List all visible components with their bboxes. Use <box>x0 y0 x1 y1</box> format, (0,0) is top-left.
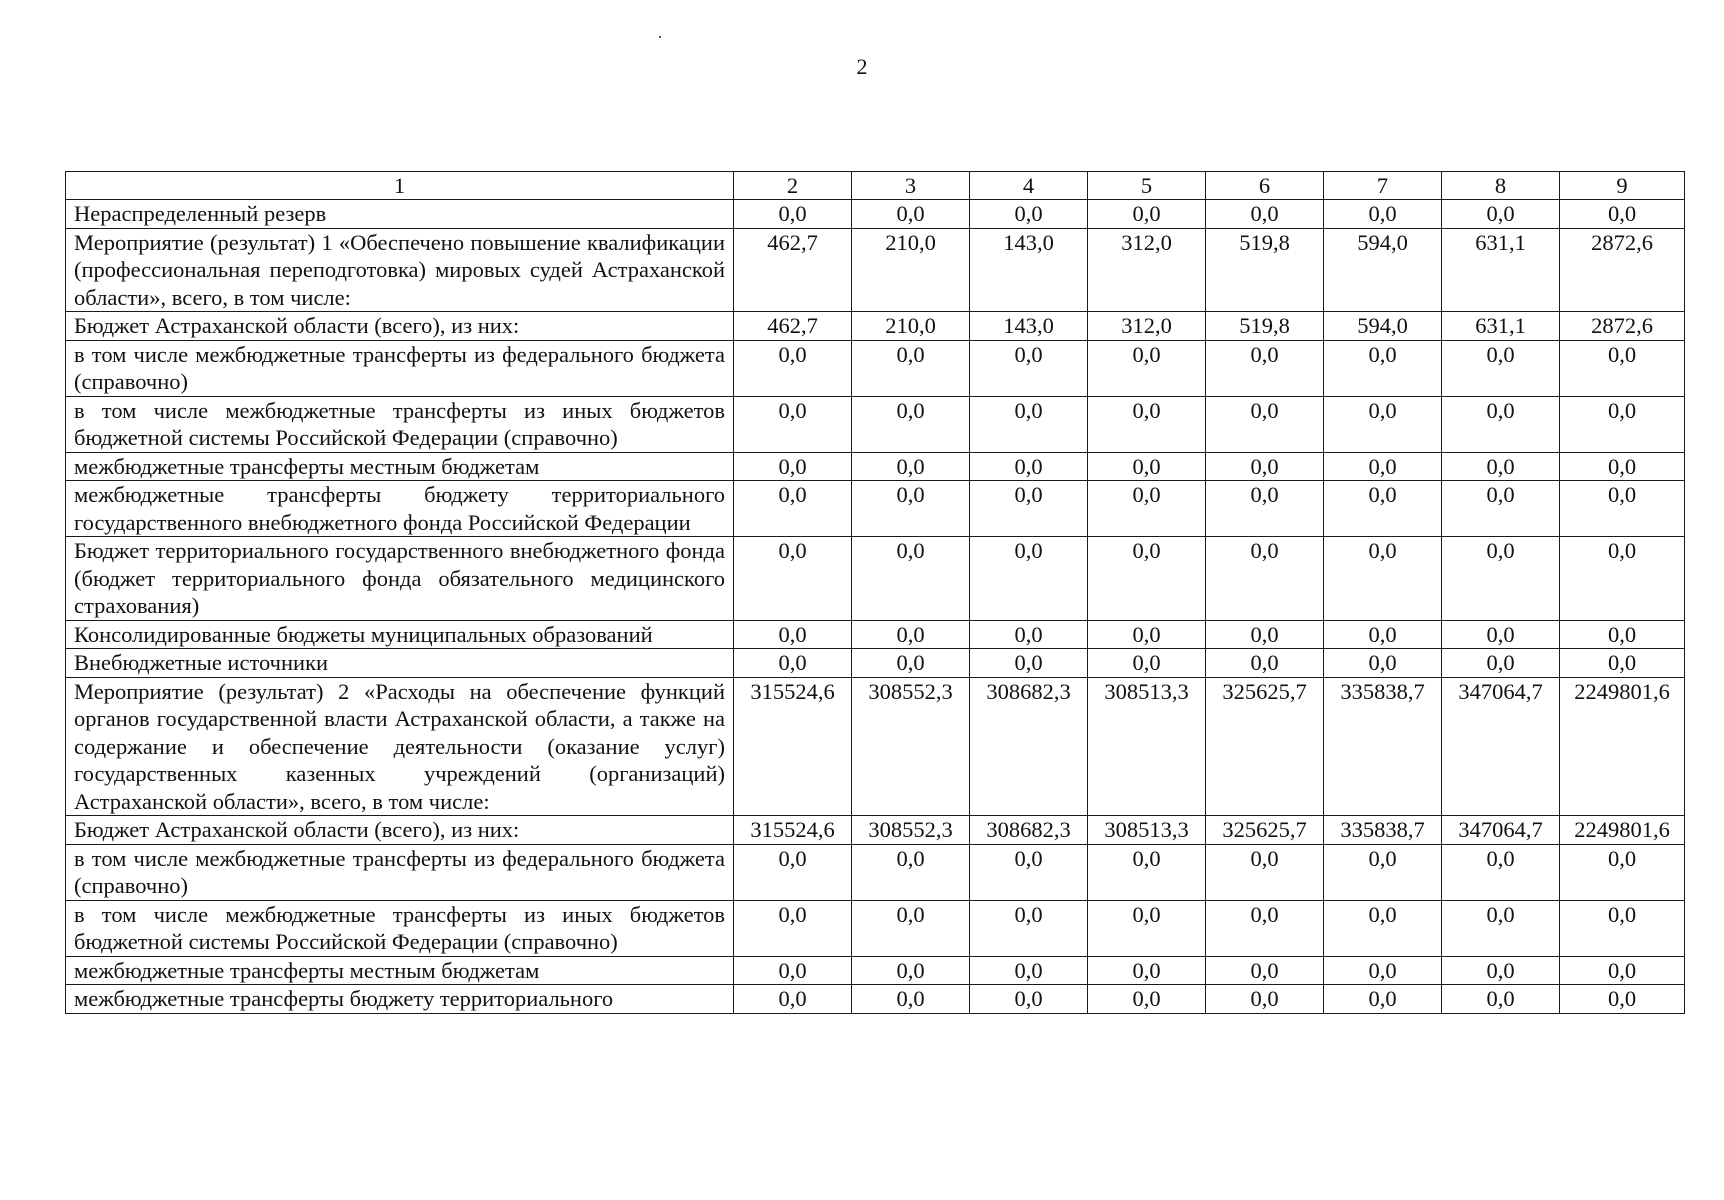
value-cell: 308682,3 <box>970 677 1088 816</box>
column-header: 8 <box>1442 172 1560 200</box>
value-cell: 0,0 <box>1560 900 1685 956</box>
value-cell: 0,0 <box>1560 481 1685 537</box>
table-row <box>66 649 1685 678</box>
value-cell: 0,0 <box>852 956 970 985</box>
row-label: Нераспределенный резерв <box>66 200 734 229</box>
value-cell: 0,0 <box>1442 985 1560 1014</box>
value-cell: 0,0 <box>1442 481 1560 537</box>
value-cell: 308513,3 <box>1088 677 1206 816</box>
value-cell: 0,0 <box>970 620 1088 649</box>
value-cell: 462,7 <box>734 228 852 312</box>
value-cell: 0,0 <box>734 537 852 621</box>
value-cell: 0,0 <box>1088 340 1206 396</box>
value-cell: 0,0 <box>852 340 970 396</box>
row-label: межбюджетные трансферты местным бюджетам <box>66 452 734 481</box>
value-cell: 2249801,6 <box>1560 677 1685 816</box>
value-cell: 0,0 <box>1088 649 1206 678</box>
value-cell: 0,0 <box>1560 537 1685 621</box>
row-label: в том числе межбюджетные трансферты из иных бюджетов бюджетной системы Российской Федерации (справочно) <box>66 396 734 452</box>
value-cell: 0,0 <box>1088 844 1206 900</box>
value-cell: 210,0 <box>852 228 970 312</box>
value-cell: 0,0 <box>1442 956 1560 985</box>
row-label: в том числе межбюджетные трансферты из иных бюджетов бюджетной системы Российской Федерации (справочно) <box>66 900 734 956</box>
value-cell: 0,0 <box>1560 340 1685 396</box>
value-cell: 0,0 <box>970 956 1088 985</box>
value-cell: 0,0 <box>852 900 970 956</box>
value-cell: 0,0 <box>852 537 970 621</box>
table-row <box>66 481 1685 537</box>
value-cell: 0,0 <box>1206 200 1324 229</box>
value-cell: 0,0 <box>970 649 1088 678</box>
row-label: межбюджетные трансферты бюджету территориального государственного внебюджетного фонда Российской Федерации <box>66 481 734 537</box>
value-cell: 0,0 <box>970 900 1088 956</box>
value-cell: 0,0 <box>1442 844 1560 900</box>
value-cell: 0,0 <box>1324 620 1442 649</box>
value-cell: 0,0 <box>1206 649 1324 678</box>
value-cell: 0,0 <box>1560 844 1685 900</box>
value-cell: 0,0 <box>970 985 1088 1014</box>
value-cell: 325625,7 <box>1206 816 1324 845</box>
scan-speck <box>659 36 661 38</box>
value-cell: 0,0 <box>1560 956 1685 985</box>
value-cell: 0,0 <box>852 481 970 537</box>
value-cell: 0,0 <box>1088 985 1206 1014</box>
value-cell: 462,7 <box>734 312 852 341</box>
value-cell: 335838,7 <box>1324 677 1442 816</box>
table-row <box>66 537 1685 621</box>
row-label: Консолидированные бюджеты муниципальных образований <box>66 620 734 649</box>
value-cell: 315524,6 <box>734 677 852 816</box>
value-cell: 0,0 <box>734 452 852 481</box>
value-cell: 0,0 <box>852 200 970 229</box>
value-cell: 0,0 <box>1088 396 1206 452</box>
value-cell: 0,0 <box>1088 900 1206 956</box>
value-cell: 0,0 <box>852 844 970 900</box>
value-cell: 0,0 <box>970 452 1088 481</box>
value-cell: 2872,6 <box>1560 312 1685 341</box>
value-cell: 0,0 <box>734 200 852 229</box>
value-cell: 0,0 <box>1206 844 1324 900</box>
value-cell: 0,0 <box>1088 537 1206 621</box>
value-cell: 0,0 <box>1324 649 1442 678</box>
column-header: 2 <box>734 172 852 200</box>
row-label: Бюджет Астраханской области (всего), из них: <box>66 816 734 845</box>
page-number: 2 <box>856 54 868 79</box>
row-label: Мероприятие (результат) 1 «Обеспечено повышение квалификации (профессиональная переподготовка) мировых судей Астраханской области», всего, в том числе: <box>66 228 734 312</box>
value-cell: 0,0 <box>1324 956 1442 985</box>
value-cell: 0,0 <box>734 481 852 537</box>
value-cell: 0,0 <box>734 396 852 452</box>
table-row <box>66 677 1685 816</box>
value-cell: 0,0 <box>852 985 970 1014</box>
value-cell: 0,0 <box>734 900 852 956</box>
row-label: Внебюджетные источники <box>66 649 734 678</box>
value-cell: 0,0 <box>734 956 852 985</box>
value-cell: 347064,7 <box>1442 677 1560 816</box>
value-cell: 594,0 <box>1324 312 1442 341</box>
value-cell: 0,0 <box>1088 200 1206 229</box>
value-cell: 0,0 <box>970 396 1088 452</box>
value-cell: 0,0 <box>1324 844 1442 900</box>
value-cell: 0,0 <box>1560 620 1685 649</box>
budget-table <box>65 171 1685 1014</box>
value-cell: 308513,3 <box>1088 816 1206 845</box>
table-row <box>66 228 1685 312</box>
row-label: в том числе межбюджетные трансферты из федерального бюджета (справочно) <box>66 340 734 396</box>
value-cell: 0,0 <box>1088 481 1206 537</box>
row-label: Бюджет территориального государственного внебюджетного фонда (бюджет территориального фонда обязательного медицинского страхования) <box>66 537 734 621</box>
value-cell: 0,0 <box>1206 900 1324 956</box>
table-body <box>66 200 1685 1014</box>
value-cell: 0,0 <box>970 537 1088 621</box>
table-row <box>66 816 1685 845</box>
column-header: 5 <box>1088 172 1206 200</box>
value-cell: 308552,3 <box>852 677 970 816</box>
value-cell: 308552,3 <box>852 816 970 845</box>
row-label: Бюджет Астраханской области (всего), из них: <box>66 312 734 341</box>
value-cell: 0,0 <box>1442 396 1560 452</box>
row-label: Мероприятие (результат) 2 «Расходы на обеспечение функций органов государственной власти Астраханской области, а также на содержание и обеспечение деятельности (оказание услуг) государственных казенных учреждений (организаций) Астраханской области», всего, в том числе: <box>66 677 734 816</box>
column-header: 3 <box>852 172 970 200</box>
table-row <box>66 844 1685 900</box>
value-cell: 0,0 <box>970 340 1088 396</box>
value-cell: 325625,7 <box>1206 677 1324 816</box>
table-row <box>66 985 1685 1014</box>
value-cell: 0,0 <box>970 844 1088 900</box>
value-cell: 347064,7 <box>1442 816 1560 845</box>
value-cell: 0,0 <box>1324 900 1442 956</box>
value-cell: 0,0 <box>1206 396 1324 452</box>
value-cell: 143,0 <box>970 228 1088 312</box>
value-cell: 0,0 <box>734 985 852 1014</box>
value-cell: 0,0 <box>1324 200 1442 229</box>
value-cell: 631,1 <box>1442 312 1560 341</box>
value-cell: 0,0 <box>1088 452 1206 481</box>
table-row <box>66 956 1685 985</box>
table-row <box>66 200 1685 229</box>
table-row <box>66 900 1685 956</box>
header-row <box>66 172 1685 200</box>
value-cell: 308682,3 <box>970 816 1088 845</box>
value-cell: 0,0 <box>1324 452 1442 481</box>
value-cell: 0,0 <box>1324 481 1442 537</box>
value-cell: 0,0 <box>1560 452 1685 481</box>
value-cell: 312,0 <box>1088 228 1206 312</box>
value-cell: 0,0 <box>1206 620 1324 649</box>
value-cell: 0,0 <box>1442 649 1560 678</box>
value-cell: 2249801,6 <box>1560 816 1685 845</box>
column-header: 9 <box>1560 172 1685 200</box>
table-row <box>66 340 1685 396</box>
value-cell: 335838,7 <box>1324 816 1442 845</box>
value-cell: 519,8 <box>1206 312 1324 341</box>
value-cell: 0,0 <box>1560 396 1685 452</box>
value-cell: 0,0 <box>1324 537 1442 621</box>
value-cell: 0,0 <box>852 452 970 481</box>
value-cell: 0,0 <box>1442 620 1560 649</box>
value-cell: 631,1 <box>1442 228 1560 312</box>
value-cell: 0,0 <box>1442 200 1560 229</box>
value-cell: 0,0 <box>970 200 1088 229</box>
value-cell: 315524,6 <box>734 816 852 845</box>
value-cell: 0,0 <box>1206 537 1324 621</box>
value-cell: 0,0 <box>734 844 852 900</box>
table-row <box>66 396 1685 452</box>
value-cell: 0,0 <box>1324 340 1442 396</box>
value-cell: 0,0 <box>852 649 970 678</box>
value-cell: 0,0 <box>970 481 1088 537</box>
value-cell: 0,0 <box>1324 396 1442 452</box>
column-header: 4 <box>970 172 1088 200</box>
column-header: 6 <box>1206 172 1324 200</box>
value-cell: 0,0 <box>1324 985 1442 1014</box>
table-row <box>66 452 1685 481</box>
value-cell: 312,0 <box>1088 312 1206 341</box>
value-cell: 0,0 <box>1560 985 1685 1014</box>
value-cell: 0,0 <box>1442 340 1560 396</box>
value-cell: 0,0 <box>734 620 852 649</box>
value-cell: 0,0 <box>1206 481 1324 537</box>
value-cell: 0,0 <box>1560 200 1685 229</box>
value-cell: 0,0 <box>1442 900 1560 956</box>
value-cell: 0,0 <box>1442 452 1560 481</box>
value-cell: 0,0 <box>734 649 852 678</box>
table-row <box>66 620 1685 649</box>
value-cell: 0,0 <box>852 396 970 452</box>
column-header: 7 <box>1324 172 1442 200</box>
row-label: межбюджетные трансферты бюджету территориального <box>66 985 734 1014</box>
value-cell: 0,0 <box>1206 985 1324 1014</box>
value-cell: 0,0 <box>1442 537 1560 621</box>
row-label: межбюджетные трансферты местным бюджетам <box>66 956 734 985</box>
row-label: в том числе межбюджетные трансферты из федерального бюджета (справочно) <box>66 844 734 900</box>
value-cell: 0,0 <box>1206 956 1324 985</box>
value-cell: 594,0 <box>1324 228 1442 312</box>
value-cell: 0,0 <box>734 340 852 396</box>
value-cell: 2872,6 <box>1560 228 1685 312</box>
value-cell: 143,0 <box>970 312 1088 341</box>
value-cell: 0,0 <box>852 620 970 649</box>
column-header: 1 <box>66 172 734 200</box>
value-cell: 519,8 <box>1206 228 1324 312</box>
value-cell: 0,0 <box>1088 620 1206 649</box>
value-cell: 210,0 <box>852 312 970 341</box>
value-cell: 0,0 <box>1560 649 1685 678</box>
table-row <box>66 312 1685 341</box>
value-cell: 0,0 <box>1206 340 1324 396</box>
value-cell: 0,0 <box>1206 452 1324 481</box>
value-cell: 0,0 <box>1088 956 1206 985</box>
